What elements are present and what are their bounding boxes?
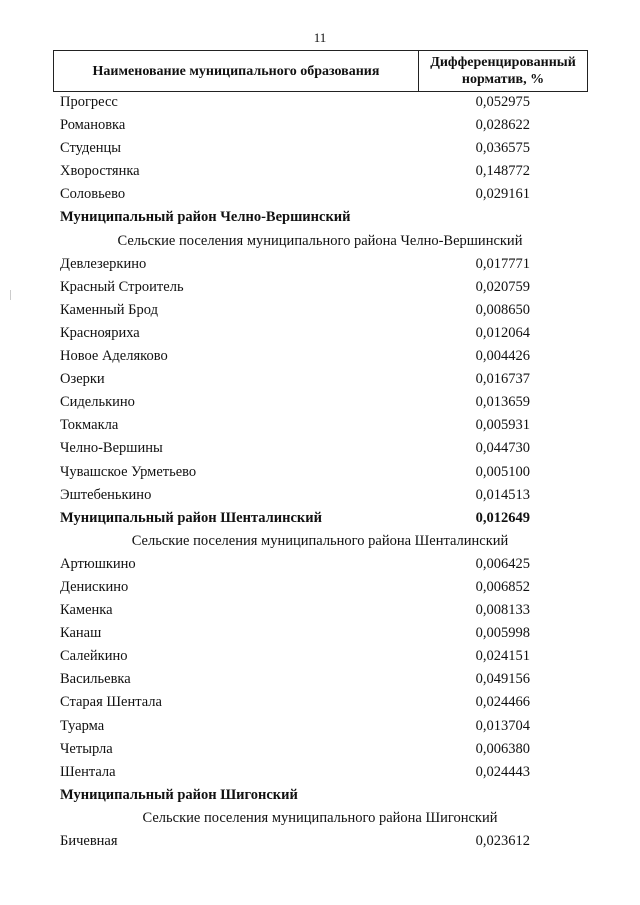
district-name: Муниципальный район Челно-Вершинский (60, 209, 351, 226)
normative-value: 0,005100 (475, 463, 530, 480)
settlement-name: Каменка (60, 602, 113, 619)
normative-value: 0,005998 (475, 625, 530, 642)
header-value-line1: Дифференцированный (430, 55, 576, 70)
table-row (0, 485, 640, 508)
table-row (0, 92, 640, 115)
table-row (0, 184, 640, 207)
normative-value: 0,006380 (475, 740, 530, 757)
header-value-column (419, 51, 587, 91)
scan-mark (10, 290, 11, 300)
table-row (0, 277, 640, 300)
district-heading-row (0, 508, 640, 531)
settlement-name: Четырла (60, 740, 113, 757)
table-row (0, 554, 640, 577)
normative-value: 0,023612 (475, 833, 530, 849)
settlement-name: Васильевка (60, 671, 131, 688)
settlement-name: Соловьево (60, 186, 126, 203)
table-row (0, 716, 640, 739)
table-row (0, 369, 640, 392)
settlement-name: Бичевная (60, 833, 118, 849)
table-row (0, 646, 640, 669)
normative-value: 0,024443 (475, 763, 530, 780)
normative-value: 0,044730 (475, 440, 530, 457)
normative-value: 0,012064 (475, 324, 530, 341)
normative-value: 0,012649 (475, 509, 530, 526)
subheading-row (0, 808, 640, 831)
normative-value: 0,013659 (475, 394, 530, 411)
settlement-name: Салейкино (60, 648, 128, 665)
header-value-line2: норматив, % (461, 72, 545, 87)
table-row (0, 300, 640, 323)
settlement-name: Прогресс (60, 94, 118, 110)
header-name-column: Наименование муниципального образования (54, 51, 419, 91)
normative-value: 0,014513 (475, 486, 530, 503)
normative-value: 0,004426 (475, 348, 530, 365)
table-header (53, 50, 588, 92)
normative-value: 0,024151 (475, 648, 530, 665)
settlement-name: Озерки (60, 371, 105, 388)
normative-value: 0,016737 (475, 371, 530, 388)
table-row (0, 739, 640, 762)
settlement-name: Сиделькино (60, 394, 135, 411)
table-row (0, 762, 640, 785)
table-row (0, 577, 640, 600)
settlement-name: Челно-Вершины (60, 440, 163, 457)
table-row (0, 415, 640, 438)
normative-value: 0,008133 (475, 602, 530, 619)
normative-value: 0,006852 (475, 578, 530, 595)
table-row (0, 623, 640, 646)
table-row (0, 254, 640, 277)
settlement-name: Артюшкино (60, 555, 136, 572)
district-name: Муниципальный район Шигонский (60, 786, 298, 803)
normative-value: 0,013704 (475, 717, 530, 734)
settlement-name: Краснояриха (60, 324, 140, 341)
table-row (0, 346, 640, 369)
district-heading-row (0, 785, 640, 808)
table-row (0, 438, 640, 461)
settlement-name: Чувашское Урметьево (60, 463, 197, 480)
page-number: 11 (313, 30, 327, 45)
subheading-row (0, 231, 640, 254)
settlement-name: Хворостянка (60, 163, 140, 180)
settlement-name: Красный Строитель (60, 278, 184, 295)
table-row (0, 161, 640, 184)
settlement-name: Шентала (60, 763, 116, 780)
subheading-text: Сельские поселения муниципального района Шенталинский (131, 532, 509, 549)
table-row (0, 669, 640, 692)
normative-value: 0,036575 (475, 140, 530, 157)
subheading-row (0, 531, 640, 554)
normative-value: 0,049156 (475, 671, 530, 688)
subheading-text: Сельские поселения муниципального района Челно-Вершинский (117, 232, 523, 249)
table-body (0, 92, 640, 854)
settlement-name: Эштебенькино (60, 486, 152, 503)
normative-value: 0,024466 (475, 694, 530, 711)
normative-value: 0,148772 (475, 163, 530, 180)
normative-value: 0,005931 (475, 417, 530, 434)
settlement-name: Девлезеркино (60, 255, 147, 272)
table-row (0, 600, 640, 623)
normative-value: 0,017771 (475, 255, 530, 272)
normative-value: 0,020759 (475, 278, 530, 295)
table-row (0, 323, 640, 346)
normative-value: 0,006425 (475, 555, 530, 572)
settlement-name: Романовка (60, 117, 126, 134)
normative-value: 0,029161 (475, 186, 530, 203)
subheading-text: Сельские поселения муниципального района Шигонский (142, 809, 498, 826)
settlement-name: Туарма (60, 717, 105, 734)
table-row (0, 692, 640, 715)
table-row (0, 462, 640, 485)
table-row (0, 115, 640, 138)
settlement-name: Студенцы (60, 140, 122, 157)
settlement-name: Денискино (60, 578, 129, 595)
normative-value: 0,028622 (475, 117, 530, 134)
settlement-name: Старая Шентала (60, 694, 162, 711)
table-row (0, 138, 640, 161)
table-row (0, 392, 640, 415)
district-heading-row (0, 207, 640, 230)
settlement-name: Новое Аделяково (60, 348, 168, 365)
normative-value: 0,052975 (475, 94, 530, 110)
table-row (0, 831, 640, 854)
settlement-name: Канаш (60, 625, 102, 642)
settlement-name: Токмакла (60, 417, 119, 434)
district-name: Муниципальный район Шенталинский (60, 509, 322, 526)
normative-value: 0,008650 (475, 301, 530, 318)
settlement-name: Каменный Брод (60, 301, 158, 318)
